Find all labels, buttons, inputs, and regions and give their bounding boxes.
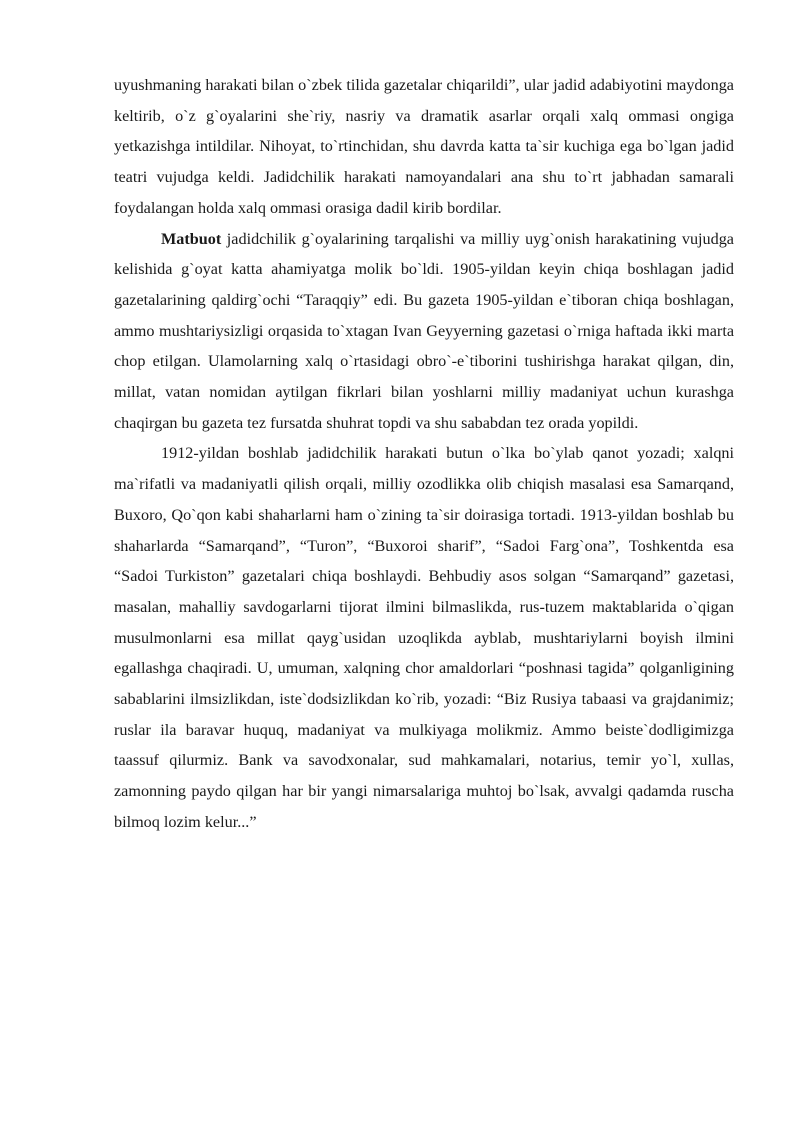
paragraph-2-lead-word: Matbuot [161, 229, 222, 248]
paragraph-3: 1912-yildan boshlab jadidchilik harakati butun o`lka bo`ylab qanot yozadi; xalqni ma`rifatli va madaniyatli qilish orqali, milliy ozodlikka olib chiqish masalasi esa Samarqand, Buxoro, Qo`qon kabi shaharlarni ham o`zining ta`sir doirasiga tortadi. 1913-yildan boshlab bu shaharlarda “Samarqand”, “Turon”, “Buxoroi sharif”, “Sadoi Farg`ona”, Toshkentda esa “Sadoi Turkiston” gazetalari chiqa boshlaydi. Behbudiy asos solgan “Samarqand” gazetasi, masalan, mahalliy savdogarlarni tijorat ilmini bilmaslikda, rus-tuzem maktablarida o`qigan musulmonlarni esa millat qayg`usidan uzoqlikda ayblab, mushtariylarni boyish ilmini egallashga chaqiradi. U, umuman, xalqning chor amaldorlari “poshnasi tagida” qolganligining sabablarini ilmsizlikdan, iste`dodsizlikdan ko`rib, yozadi: “Biz Rusiya tabaasi va grajdanimiz; ruslar ila baravar huquq, madaniyat va mulkiyaga molikmiz. Ammo beiste`dodligimizga taassuf qilurmiz. Bank va savodxonalar, sud mahkamalari, notarius, temir yo`l, xullas, zamonning paydo qilgan har bir yangi nimarsalariga muhtoj bo`lsak, avvalgi qadamda ruscha bilmoq lozim kelur...” [114, 444, 734, 831]
paragraph-2-body: jadidchilik g`oyalarining tarqalishi va milliy uyg`onish harakatining vujudga kelishida g`oyat katta ahamiyatga molik bo`ldi. 1905-yildan keyin chiqa boshlagan jadid gazetalarining qaldirg`ochi “Taraqqiy” edi. Bu gazeta 1905-yildan e`tiboran chiqa boshlagan, ammo mushtariysizligi orqasida to`xtagan Ivan Geyyerning gazetasi o`rniga haftada ikki marta chop etilgan. Ulamolarning xalq o`rtasidagi obro`-e`tiborini tushirishga harakat qilgan, din, millat, vatan nomidan aytilgan fikrlari bilan yoshlarni milliy madaniyat uchun kurashga chaqirgan bu gazeta tez fursatda shuhrat topdi va shu sababdan tez orada yopildi. [114, 229, 734, 432]
paragraph-2 [114, 224, 734, 439]
paragraph-1: uyushmaning harakati bilan o`zbek tilida gazetalar chiqarildi”, ular jadid adabiyotini maydonga keltirib, o`z g`oyalarini she`riy, nasriy va dramatik asarlar orqali xalq ommasi ongiga yetkazishga intildilar. Nihoyat, to`rtinchidan, shu davrda katta ta`sir kuchiga ega bo`lgan jadid teatri vujudga keldi. Jadidchilik harakati namoyandalari ana shu to`rt jabhadan samarali foydalangan holda xalq ommasi orasiga dadil kirib bordilar. [114, 76, 734, 217]
document-page [114, 70, 734, 838]
